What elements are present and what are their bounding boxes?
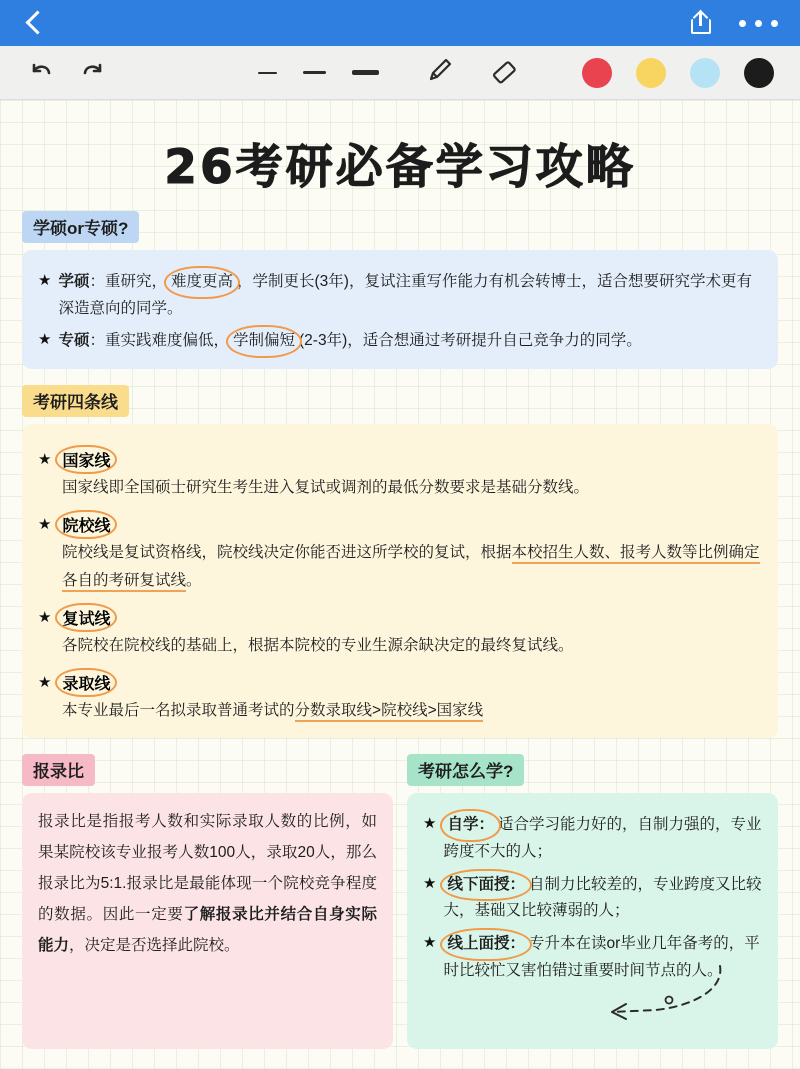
star-icon: ★ bbox=[38, 515, 52, 533]
list-item bbox=[38, 606, 762, 660]
list-item bbox=[38, 448, 762, 502]
card-lines bbox=[22, 424, 778, 738]
share-icon[interactable] bbox=[689, 10, 713, 36]
item-label: 学硕 bbox=[58, 273, 90, 290]
section-tag-ratio: 报录比 bbox=[22, 754, 95, 786]
list-item bbox=[38, 269, 762, 322]
color-swatch-yellow[interactable] bbox=[636, 58, 666, 88]
color-swatch-blue[interactable] bbox=[690, 58, 720, 88]
section-degree-type bbox=[22, 211, 778, 369]
star-icon: ★ bbox=[38, 673, 52, 691]
highlight-circle: 院校线 bbox=[58, 513, 114, 536]
stroke-width-medium[interactable] bbox=[303, 71, 326, 74]
star-icon: ★ bbox=[38, 331, 52, 349]
stroke-width-thin[interactable] bbox=[258, 72, 277, 74]
paragraph-bold: 了解报录比并结合自身实际能力 bbox=[38, 906, 377, 955]
card-howto bbox=[407, 793, 778, 1049]
card-ratio bbox=[22, 793, 393, 1049]
redo-icon[interactable] bbox=[78, 58, 108, 88]
item-description: 自制力比较差的，专业跨度又比较大，基础又比较薄弱的人； bbox=[443, 875, 762, 920]
top-navigation-bar bbox=[0, 0, 800, 46]
item-text-tail: (2-3年)，适合想通过考研提升自己竞争力的同学。 bbox=[299, 332, 642, 350]
highlight-circle: 线下面授： bbox=[443, 872, 529, 899]
topbar-actions bbox=[689, 10, 778, 36]
paragraph-part-1: 报录比是指报考人数和实际录取人数的比例，如果某院校该专业报考人数100人，录取20人，那么报录比为5:1.报录比是最能体现一个院校竞争程度的数据。因此一定要 bbox=[38, 813, 377, 924]
section-score-lines bbox=[22, 385, 778, 738]
section-tag-lines: 考研四条线 bbox=[22, 385, 129, 417]
item-text: ：重实践难度偏低， bbox=[89, 332, 229, 350]
star-icon: ★ bbox=[38, 450, 52, 468]
item-description: 各院校在院校线的基础上，根据本院校的专业生源余缺决定的最终复试线。 bbox=[62, 636, 574, 654]
item-description bbox=[62, 539, 762, 595]
page-title: 26考研必备学习攻略 bbox=[164, 140, 636, 195]
star-icon: ★ bbox=[423, 874, 437, 892]
paragraph-part-2: ，决定是否选择此院校。 bbox=[69, 937, 240, 955]
list-item bbox=[423, 812, 762, 865]
item-label: 专硕 bbox=[58, 332, 90, 350]
item-description bbox=[62, 697, 762, 725]
pen-icon[interactable] bbox=[425, 55, 455, 90]
highlight-circle: 难度更高 bbox=[167, 269, 237, 296]
color-palette bbox=[582, 58, 774, 88]
list-item bbox=[423, 931, 762, 984]
desc-underlined: 分数录取线>院校线>国家线 bbox=[295, 702, 484, 722]
more-dots-icon[interactable] bbox=[739, 20, 778, 27]
highlight-circle: 复试线 bbox=[58, 606, 114, 629]
paragraph-ratio bbox=[38, 806, 377, 961]
undo-icon[interactable] bbox=[26, 58, 56, 88]
stroke-width-group bbox=[258, 70, 379, 75]
highlight-circle: 录取线 bbox=[58, 671, 114, 694]
star-icon: ★ bbox=[38, 608, 52, 626]
card-degree bbox=[22, 250, 778, 369]
item-description: 专升本在读or毕业几年备考的，平时比较忙又害怕错过重要时间节点的人。 bbox=[443, 935, 760, 979]
star-icon: ★ bbox=[38, 272, 52, 289]
desc-underlined: 本校招生人数、报考人数等比例确定各自的考研复试线 bbox=[62, 544, 760, 592]
stroke-width-thick[interactable] bbox=[352, 70, 379, 75]
list-item bbox=[38, 671, 762, 725]
list-item bbox=[38, 513, 762, 595]
section-ratio bbox=[22, 754, 393, 1049]
list-item bbox=[423, 872, 762, 925]
eraser-icon[interactable] bbox=[489, 55, 519, 90]
star-icon: ★ bbox=[423, 934, 437, 952]
back-chevron-icon[interactable] bbox=[22, 10, 48, 36]
highlight-circle: 线上面授： bbox=[443, 931, 529, 958]
bottom-sections bbox=[22, 754, 778, 1049]
note-canvas[interactable] bbox=[0, 100, 800, 1069]
section-howto bbox=[407, 754, 778, 1049]
highlight-circle: 自学： bbox=[443, 812, 498, 839]
star-icon: ★ bbox=[423, 815, 437, 833]
item-text: ：重研究， bbox=[89, 273, 167, 290]
list-item bbox=[38, 328, 762, 355]
editor-toolbar bbox=[0, 46, 800, 100]
item-text-tail: ，学制更长(3年)，复试注重写作能力有机会转博士，适合想要研究学术更有深造意向的同学。 bbox=[58, 273, 752, 317]
desc-tail: 。 bbox=[186, 571, 202, 589]
highlight-circle: 国家线 bbox=[58, 448, 114, 471]
color-swatch-black[interactable] bbox=[744, 58, 774, 88]
color-swatch-red[interactable] bbox=[582, 58, 612, 88]
highlight-circle: 学制偏短 bbox=[229, 328, 299, 355]
section-tag-howto: 考研怎么学? bbox=[407, 754, 524, 786]
item-description: 国家线即全国硕士研究生考生进入复试或调剂的最低分数要求是基础分数线。 bbox=[62, 478, 590, 496]
desc-plain: 院校线是复试资格线，院校线决定你能否进这所学校的复试，根据 bbox=[62, 543, 512, 561]
item-description: 适合学习能力好的，自制力强的，专业跨度不大的人； bbox=[443, 816, 762, 861]
section-tag-degree: 学硕or专硕? bbox=[22, 211, 139, 243]
desc-plain: 本专业最后一名拟录取普通考试的 bbox=[62, 701, 295, 719]
